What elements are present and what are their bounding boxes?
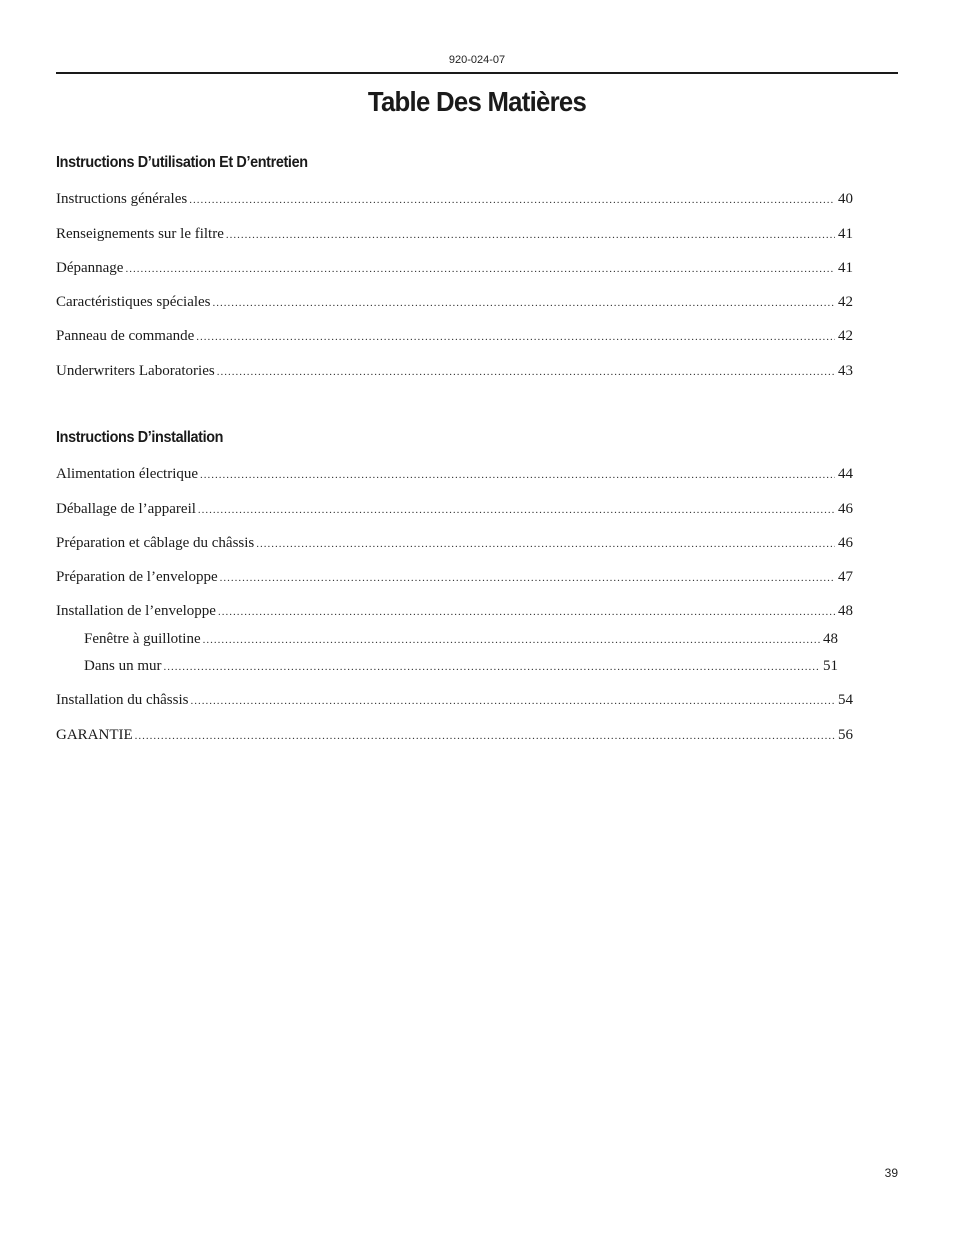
toc-entry-page: 40 — [838, 191, 853, 207]
section-heading: Instructions D’installation — [56, 429, 224, 446]
toc-entry[interactable] — [56, 568, 853, 587]
toc-entry-label: Déballage de l’appareil — [56, 501, 196, 517]
toc-entry-label: Fenêtre à guillotine — [84, 631, 201, 647]
toc-entry-page: 48 — [823, 631, 838, 647]
toc-entry-label: Alimentation électrique — [56, 466, 199, 482]
dot-leader — [164, 658, 821, 676]
toc-entry[interactable] — [56, 190, 853, 209]
section-installation — [56, 429, 853, 447]
toc-subentry[interactable] — [84, 630, 838, 649]
dot-leader — [226, 226, 835, 244]
toc-entry-label: Installation de l’enveloppe — [56, 603, 216, 619]
toc-entry-page: 41 — [838, 260, 853, 276]
toc-subentry[interactable] — [84, 657, 838, 676]
dot-leader — [217, 363, 835, 381]
toc-entry[interactable] — [56, 602, 853, 621]
toc-entry-label: Instructions générales — [56, 191, 188, 207]
dot-leader — [196, 328, 835, 346]
dot-leader — [218, 603, 835, 621]
dot-leader — [198, 501, 835, 519]
toc-entry[interactable] — [56, 225, 853, 244]
header-rule — [56, 72, 898, 74]
toc-entry-label: Panneau de commande — [56, 328, 195, 344]
document-code: 920-024-07 — [448, 54, 506, 66]
page-number: 39 — [884, 1166, 898, 1180]
dot-leader — [213, 294, 835, 312]
toc-entry-page: 47 — [838, 569, 853, 585]
dot-leader — [256, 535, 835, 553]
toc-entry-page: 56 — [838, 727, 853, 743]
toc-entry-label: Renseignements sur le filtre — [56, 226, 224, 242]
toc-entry-page: 43 — [838, 363, 853, 379]
toc-entry[interactable] — [56, 534, 853, 553]
toc-entry-label: Caractéristiques spéciales — [56, 294, 211, 310]
dot-leader — [220, 569, 835, 587]
toc-entry[interactable] — [56, 293, 853, 312]
toc-entry-label: Dans un mur — [84, 658, 162, 674]
toc-entry-page: 46 — [838, 535, 853, 551]
toc-entry-page: 44 — [838, 466, 853, 482]
toc-entry[interactable] — [56, 500, 853, 519]
toc-entry[interactable] — [56, 327, 853, 346]
dot-leader — [203, 631, 820, 649]
toc-entry[interactable] — [56, 465, 853, 484]
toc-entry[interactable] — [56, 362, 853, 381]
toc-entry-page: 48 — [838, 603, 853, 619]
toc-entry[interactable] — [56, 726, 853, 745]
toc-entry-label: Préparation de l’enveloppe — [56, 569, 218, 585]
toc-entry-page: 42 — [838, 328, 853, 344]
toc-entry-label: Préparation et câblage du châssis — [56, 535, 255, 551]
toc-entry-label: GARANTIE — [56, 727, 133, 743]
toc-entry-page: 42 — [838, 294, 853, 310]
toc-entry-page: 41 — [838, 226, 853, 242]
toc-entry[interactable] — [56, 259, 853, 278]
toc-entry-page: 46 — [838, 501, 853, 517]
page-title: Table Des Matières — [367, 86, 587, 117]
toc-entry-label: Underwriters Laboratories — [56, 363, 215, 379]
section-operation — [56, 154, 853, 172]
dot-leader — [190, 692, 835, 710]
toc-entry-page: 54 — [838, 692, 853, 708]
dot-leader — [125, 260, 835, 278]
toc-entry-label: Installation du châssis — [56, 692, 189, 708]
dot-leader — [200, 466, 835, 484]
dot-leader — [135, 727, 835, 745]
section-heading: Instructions D’utilisation Et D’entretien — [56, 154, 308, 171]
toc-entry[interactable] — [56, 691, 853, 710]
toc-entry-page: 51 — [823, 658, 838, 674]
dot-leader — [189, 191, 835, 209]
toc-entry-label: Dépannage — [56, 260, 124, 276]
